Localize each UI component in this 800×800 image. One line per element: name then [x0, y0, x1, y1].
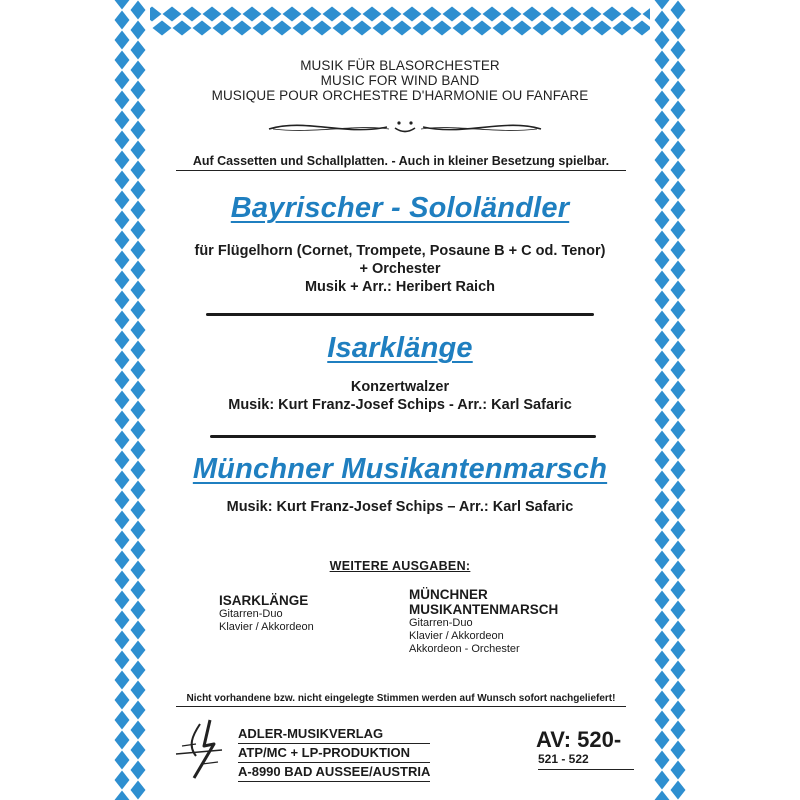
border-diamond	[655, 131, 670, 150]
border-diamond	[655, 11, 670, 30]
border-diamond	[153, 21, 172, 36]
composer-line: Musik: Kurt Franz-Josef Schips – Arr.: Karl Safaric	[226, 499, 574, 515]
border-diamond	[655, 71, 670, 90]
border-diamond	[115, 31, 130, 50]
border-diamond	[115, 431, 130, 450]
border-diamond	[671, 301, 686, 320]
border-diamond	[115, 731, 130, 750]
border-diamond	[131, 581, 146, 600]
border-diamond	[131, 341, 146, 360]
border-diamond	[655, 211, 670, 230]
border-diamond	[115, 671, 130, 690]
border-diamond	[655, 151, 670, 170]
border-diamond	[115, 471, 130, 490]
border-diamond	[671, 341, 686, 360]
instrumentation-line: für Flügelhorn (Cornet, Trompete, Posaune B + C od. Tenor)	[194, 243, 606, 259]
border-diamond	[115, 11, 130, 30]
border-diamond	[655, 571, 670, 590]
header-line-en: MUSIC FOR WIND BAND	[320, 73, 480, 88]
border-diamond	[115, 351, 130, 370]
sheet-music-cover	[150, 40, 650, 800]
border-diamond	[655, 551, 670, 570]
border-diamond	[131, 121, 146, 140]
border-diamond	[655, 731, 670, 750]
border-diamond	[115, 71, 130, 90]
border-diamond	[131, 661, 146, 680]
border-diamond	[671, 461, 686, 480]
border-diamond	[655, 191, 670, 210]
border-diamond	[671, 181, 686, 200]
genre-line: Konzertwalzer	[350, 379, 450, 395]
border-diamond	[115, 131, 130, 150]
border-diamond	[671, 1, 686, 20]
border-diamond	[115, 91, 130, 110]
border-diamond	[671, 621, 686, 640]
border-diamond	[115, 391, 130, 410]
border-diamond	[131, 81, 146, 100]
border-diamond	[131, 501, 146, 520]
border-diamond	[503, 7, 522, 22]
border-diamond	[655, 251, 670, 270]
more-editions-heading: WEITERE AUSGABEN:	[329, 559, 471, 573]
tagline: Auf Cassetten und Schallplatten. - Auch in kleiner Besetzung spielbar.	[176, 154, 626, 171]
border-diamond	[115, 631, 130, 650]
border-diamond	[513, 21, 532, 36]
border-diamond	[253, 21, 272, 36]
flourish-ornament-icon	[265, 116, 545, 138]
border-diamond	[115, 0, 130, 10]
border-diamond	[115, 771, 130, 790]
border-diamond	[115, 711, 130, 730]
border-diamond	[655, 591, 670, 610]
border-diamond	[671, 581, 686, 600]
border-diamond	[671, 521, 686, 540]
border-diamond	[283, 7, 302, 22]
border-diamond	[671, 441, 686, 460]
border-diamond	[655, 611, 670, 630]
border-diamond	[671, 421, 686, 440]
border-diamond	[671, 281, 686, 300]
border-diamond	[131, 461, 146, 480]
border-diamond	[131, 281, 146, 300]
border-diamond	[671, 401, 686, 420]
border-diamond	[163, 7, 182, 22]
border-diamond	[131, 781, 146, 800]
border-diamond	[115, 251, 130, 270]
catalog-number-main: AV: 520-	[536, 727, 622, 752]
border-diamond	[443, 7, 462, 22]
edition-format: Gitarren-Duo	[409, 617, 473, 629]
border-diamond	[671, 81, 686, 100]
border-diamond	[131, 741, 146, 760]
parts-notice: Nicht vorhandene bzw. nicht eingelegte Stimmen werden auf Wunsch sofort nachgeliefert!	[176, 693, 626, 707]
border-diamond	[115, 751, 130, 770]
border-diamond	[131, 421, 146, 440]
border-diamond	[131, 761, 146, 780]
catalog-number	[536, 728, 634, 770]
border-diamond	[115, 111, 130, 130]
border-diamond	[671, 221, 686, 240]
border-diamond	[543, 7, 562, 22]
border-diamond	[115, 591, 130, 610]
catalog-number-sub: 521 - 522	[538, 752, 634, 770]
border-diamond	[131, 441, 146, 460]
header-line-fr: MUSIQUE POUR ORCHESTRE D'HARMONIE OU FANFARE	[211, 88, 589, 103]
border-diamond	[613, 21, 632, 36]
border-diamond	[131, 221, 146, 240]
divider-line	[206, 313, 594, 316]
border-diamond	[243, 7, 262, 22]
border-diamond	[655, 751, 670, 770]
border-diamond	[671, 481, 686, 500]
border-diamond	[623, 7, 642, 22]
border-diamond	[655, 791, 670, 800]
edition-isarklaenge	[219, 593, 314, 634]
border-diamond	[583, 7, 602, 22]
border-diamond	[263, 7, 282, 22]
border-diamond	[671, 101, 686, 120]
border-diamond	[131, 701, 146, 720]
border-diamond	[671, 541, 686, 560]
border-diamond	[343, 7, 362, 22]
border-diamond	[655, 411, 670, 430]
border-diamond	[671, 761, 686, 780]
border-diamond	[655, 31, 670, 50]
border-diamond	[413, 21, 432, 36]
border-diamond	[655, 331, 670, 350]
border-diamond	[671, 21, 686, 40]
border-diamond	[150, 7, 162, 22]
border-diamond	[131, 481, 146, 500]
border-diamond	[223, 7, 242, 22]
diamond-pattern-top	[150, 6, 650, 36]
border-diamond	[655, 651, 670, 670]
border-diamond	[115, 571, 130, 590]
border-diamond	[131, 41, 146, 60]
border-diamond	[483, 7, 502, 22]
border-diamond	[433, 21, 452, 36]
border-diamond	[131, 681, 146, 700]
border-diamond	[115, 451, 130, 470]
border-diamond	[115, 691, 130, 710]
border-diamond	[293, 21, 312, 36]
edition-title: MUSIKANTENMARSCH	[409, 602, 559, 617]
border-diamond	[453, 21, 472, 36]
border-diamond	[115, 791, 130, 800]
border-diamond	[131, 381, 146, 400]
border-diamond	[353, 21, 372, 36]
header-genre-lines	[150, 58, 650, 103]
border-diamond	[563, 7, 582, 22]
edition-format: Akkordeon - Orchester	[409, 643, 520, 655]
border-diamond	[131, 21, 146, 40]
publisher-production: ATP/MC + LP-PRODUKTION	[238, 745, 430, 763]
left-diamond-border	[114, 0, 146, 800]
diamond-pattern-left	[114, 0, 146, 800]
border-diamond	[131, 561, 146, 580]
border-diamond	[131, 261, 146, 280]
border-diamond	[603, 7, 622, 22]
border-diamond	[115, 151, 130, 170]
border-diamond	[131, 201, 146, 220]
border-diamond	[655, 691, 670, 710]
border-diamond	[671, 161, 686, 180]
edition-musikantenmarsch	[409, 587, 558, 656]
border-diamond	[303, 7, 322, 22]
border-diamond	[655, 91, 670, 110]
border-diamond	[131, 601, 146, 620]
composer-line: Musik + Arr.: Heribert Raich	[304, 279, 496, 295]
border-diamond	[131, 181, 146, 200]
piece-title-isarklaenge: Isarklänge	[327, 332, 473, 364]
border-diamond	[671, 561, 686, 580]
border-diamond	[655, 231, 670, 250]
publisher-address: A-8990 BAD AUSSEE/AUSTRIA	[238, 764, 430, 782]
border-diamond	[115, 311, 130, 330]
border-diamond	[655, 711, 670, 730]
divider-line	[210, 435, 596, 438]
border-diamond	[671, 121, 686, 140]
border-diamond	[633, 21, 651, 36]
border-diamond	[655, 271, 670, 290]
border-diamond	[131, 521, 146, 540]
border-diamond	[115, 211, 130, 230]
publisher-block	[238, 726, 430, 783]
border-diamond	[115, 551, 130, 570]
border-diamond	[655, 371, 670, 390]
border-diamond	[655, 51, 670, 70]
border-diamond	[131, 301, 146, 320]
border-diamond	[671, 381, 686, 400]
border-diamond	[131, 161, 146, 180]
border-diamond	[131, 401, 146, 420]
border-diamond	[643, 7, 651, 22]
border-diamond	[655, 391, 670, 410]
border-diamond	[131, 241, 146, 260]
border-diamond	[383, 7, 402, 22]
border-diamond	[131, 621, 146, 640]
piece-details-isarklaenge	[150, 378, 650, 414]
border-diamond	[655, 531, 670, 550]
edition-format: Klavier / Akkordeon	[219, 621, 314, 633]
border-diamond	[671, 601, 686, 620]
border-diamond	[115, 231, 130, 250]
border-diamond	[655, 0, 670, 10]
border-diamond	[115, 291, 130, 310]
border-diamond	[131, 541, 146, 560]
border-diamond	[131, 641, 146, 660]
border-diamond	[655, 351, 670, 370]
composer-line: Musik: Kurt Franz-Josef Schips - Arr.: Karl Safaric	[228, 397, 572, 413]
edition-format: Klavier / Akkordeon	[409, 630, 504, 642]
border-diamond	[115, 491, 130, 510]
edition-format: Gitarren-Duo	[219, 608, 283, 620]
header-line-de: MUSIK FÜR BLASORCHESTER	[300, 58, 500, 73]
border-diamond	[671, 41, 686, 60]
border-diamond	[671, 741, 686, 760]
border-diamond	[131, 721, 146, 740]
border-diamond	[671, 681, 686, 700]
border-diamond	[593, 21, 612, 36]
border-diamond	[131, 61, 146, 80]
border-diamond	[671, 661, 686, 680]
border-diamond	[523, 7, 542, 22]
top-diamond-border	[150, 6, 650, 36]
border-diamond	[553, 21, 572, 36]
border-diamond	[115, 331, 130, 350]
border-diamond	[655, 431, 670, 450]
border-diamond	[373, 21, 392, 36]
border-diamond	[671, 261, 686, 280]
piece-title-sololaendler: Bayrischer - Sololändler	[230, 192, 570, 224]
edition-title: ISARKLÄNGE	[219, 593, 309, 608]
border-diamond	[671, 141, 686, 160]
border-diamond	[671, 641, 686, 660]
border-diamond	[115, 611, 130, 630]
border-diamond	[671, 241, 686, 260]
publisher-name: ADLER-MUSIKVERLAG	[238, 726, 430, 744]
orchestra-line: + Orchester	[359, 261, 441, 277]
border-diamond	[671, 781, 686, 800]
border-diamond	[655, 451, 670, 470]
border-diamond	[655, 491, 670, 510]
border-diamond	[115, 191, 130, 210]
border-diamond	[655, 311, 670, 330]
border-diamond	[131, 101, 146, 120]
border-diamond	[115, 651, 130, 670]
border-diamond	[393, 21, 412, 36]
border-diamond	[655, 771, 670, 790]
border-diamond	[115, 511, 130, 530]
border-diamond	[573, 21, 592, 36]
border-diamond	[403, 7, 422, 22]
border-diamond	[463, 7, 482, 22]
border-diamond	[233, 21, 252, 36]
border-diamond	[671, 321, 686, 340]
border-diamond	[493, 21, 512, 36]
border-diamond	[115, 51, 130, 70]
border-diamond	[115, 171, 130, 190]
edition-title: MÜNCHNER	[409, 587, 488, 602]
border-diamond	[671, 721, 686, 740]
border-diamond	[115, 371, 130, 390]
diamond-pattern-right	[654, 0, 686, 800]
border-diamond	[313, 21, 332, 36]
border-diamond	[655, 511, 670, 530]
border-diamond	[213, 21, 232, 36]
piece-details-sololaendler	[150, 242, 650, 296]
border-diamond	[183, 7, 202, 22]
border-diamond	[655, 471, 670, 490]
border-diamond	[131, 141, 146, 160]
border-diamond	[655, 171, 670, 190]
border-diamond	[333, 21, 352, 36]
border-diamond	[273, 21, 292, 36]
border-diamond	[115, 271, 130, 290]
border-diamond	[193, 21, 212, 36]
border-diamond	[655, 631, 670, 650]
border-diamond	[173, 21, 192, 36]
border-diamond	[323, 7, 342, 22]
border-diamond	[671, 61, 686, 80]
border-diamond	[131, 1, 146, 20]
border-diamond	[131, 321, 146, 340]
border-diamond	[655, 111, 670, 130]
border-diamond	[473, 21, 492, 36]
border-diamond	[115, 411, 130, 430]
piece-title-musikantenmarsch: Münchner Musikantenmarsch	[192, 453, 608, 485]
border-diamond	[655, 291, 670, 310]
border-diamond	[655, 671, 670, 690]
border-diamond	[671, 201, 686, 220]
publisher-logo-icon	[174, 716, 224, 780]
border-diamond	[131, 361, 146, 380]
piece-details-musikantenmarsch	[150, 498, 650, 516]
border-diamond	[671, 361, 686, 380]
border-diamond	[671, 501, 686, 520]
border-diamond	[203, 7, 222, 22]
border-diamond	[533, 21, 552, 36]
right-diamond-border	[654, 0, 686, 800]
border-diamond	[671, 701, 686, 720]
border-diamond	[115, 531, 130, 550]
border-diamond	[363, 7, 382, 22]
border-diamond	[423, 7, 442, 22]
